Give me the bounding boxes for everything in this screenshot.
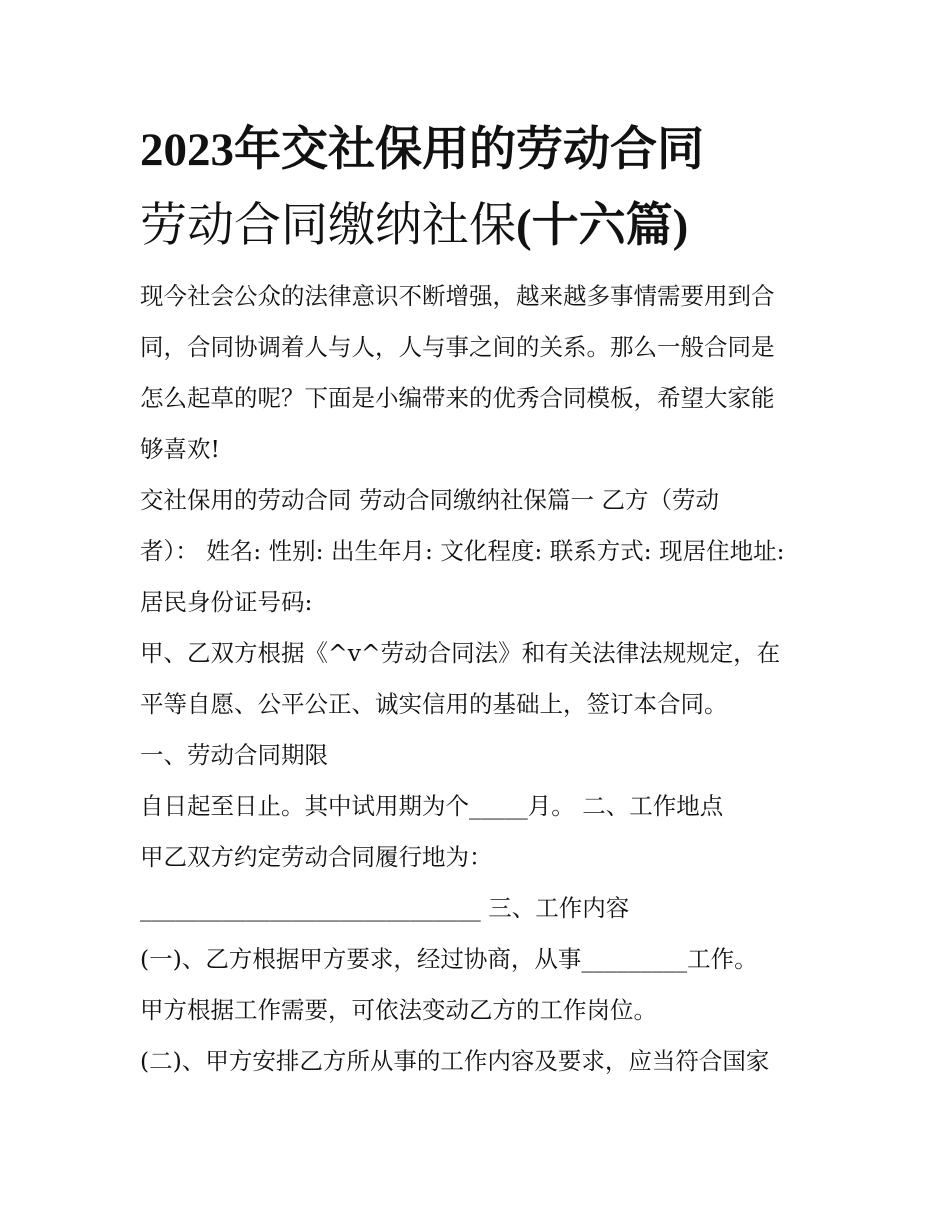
body-line: 甲方根据工作需要，可依法变动乙方的工作岗位。 — [140, 996, 657, 1024]
section-heading: 一、劳动合同期限 — [140, 741, 328, 769]
document-page — [140, 112, 820, 1087]
body-line: 自日起至日止。其中试用期为个_____月。 二、工作地点 — [140, 792, 724, 820]
body-line: 同，合同协调着人与人，人与事之间的关系。那么一般合同是 — [140, 333, 775, 361]
body-line: _____________________________ 三、工作内容 — [140, 894, 630, 922]
body-line: 怎么起草的呢？下面是小编带来的优秀合同模板，希望大家能 — [140, 384, 775, 412]
body-line: 居民身份证号码: — [140, 588, 313, 616]
body-line: 甲、乙双方根据《^v^劳动合同法》和有关法律法规规定，在 — [140, 639, 781, 667]
body-line: 平等自愿、公平公正、诚实信用的基础上，签订本合同。 — [140, 690, 728, 718]
body-line: (一)、乙方根据甲方要求，经过协商，从事_________工作。 — [140, 945, 758, 973]
body-line: 够喜欢! — [140, 435, 220, 463]
title-count: (十六篇) — [516, 200, 689, 252]
title-subtitle: 劳动合同缴纳社保 — [140, 198, 516, 253]
body-line: 交社保用的劳动合同 劳动合同缴纳社保篇一 乙方（劳动 — [140, 486, 719, 514]
document-title-line-1 — [140, 112, 820, 188]
title-main: 年交社保用的劳动合同 — [234, 122, 704, 177]
body-line: 现今社会公众的法律意识不断增强，越来越多事情需要用到合 — [140, 282, 775, 310]
body-line: 者）： 姓名: 性别: 出生年月: 文化程度: 联系方式: 现居住地址: — [140, 537, 785, 565]
body-line: 甲乙双方约定劳动合同履行地为： — [140, 843, 493, 871]
document-title-line-2 — [140, 188, 820, 264]
title-year: 2023 — [140, 124, 234, 176]
document-body — [140, 271, 820, 1087]
body-line: (二)、甲方安排乙方所从事的工作内容及要求，应当符合国家 — [140, 1047, 770, 1075]
